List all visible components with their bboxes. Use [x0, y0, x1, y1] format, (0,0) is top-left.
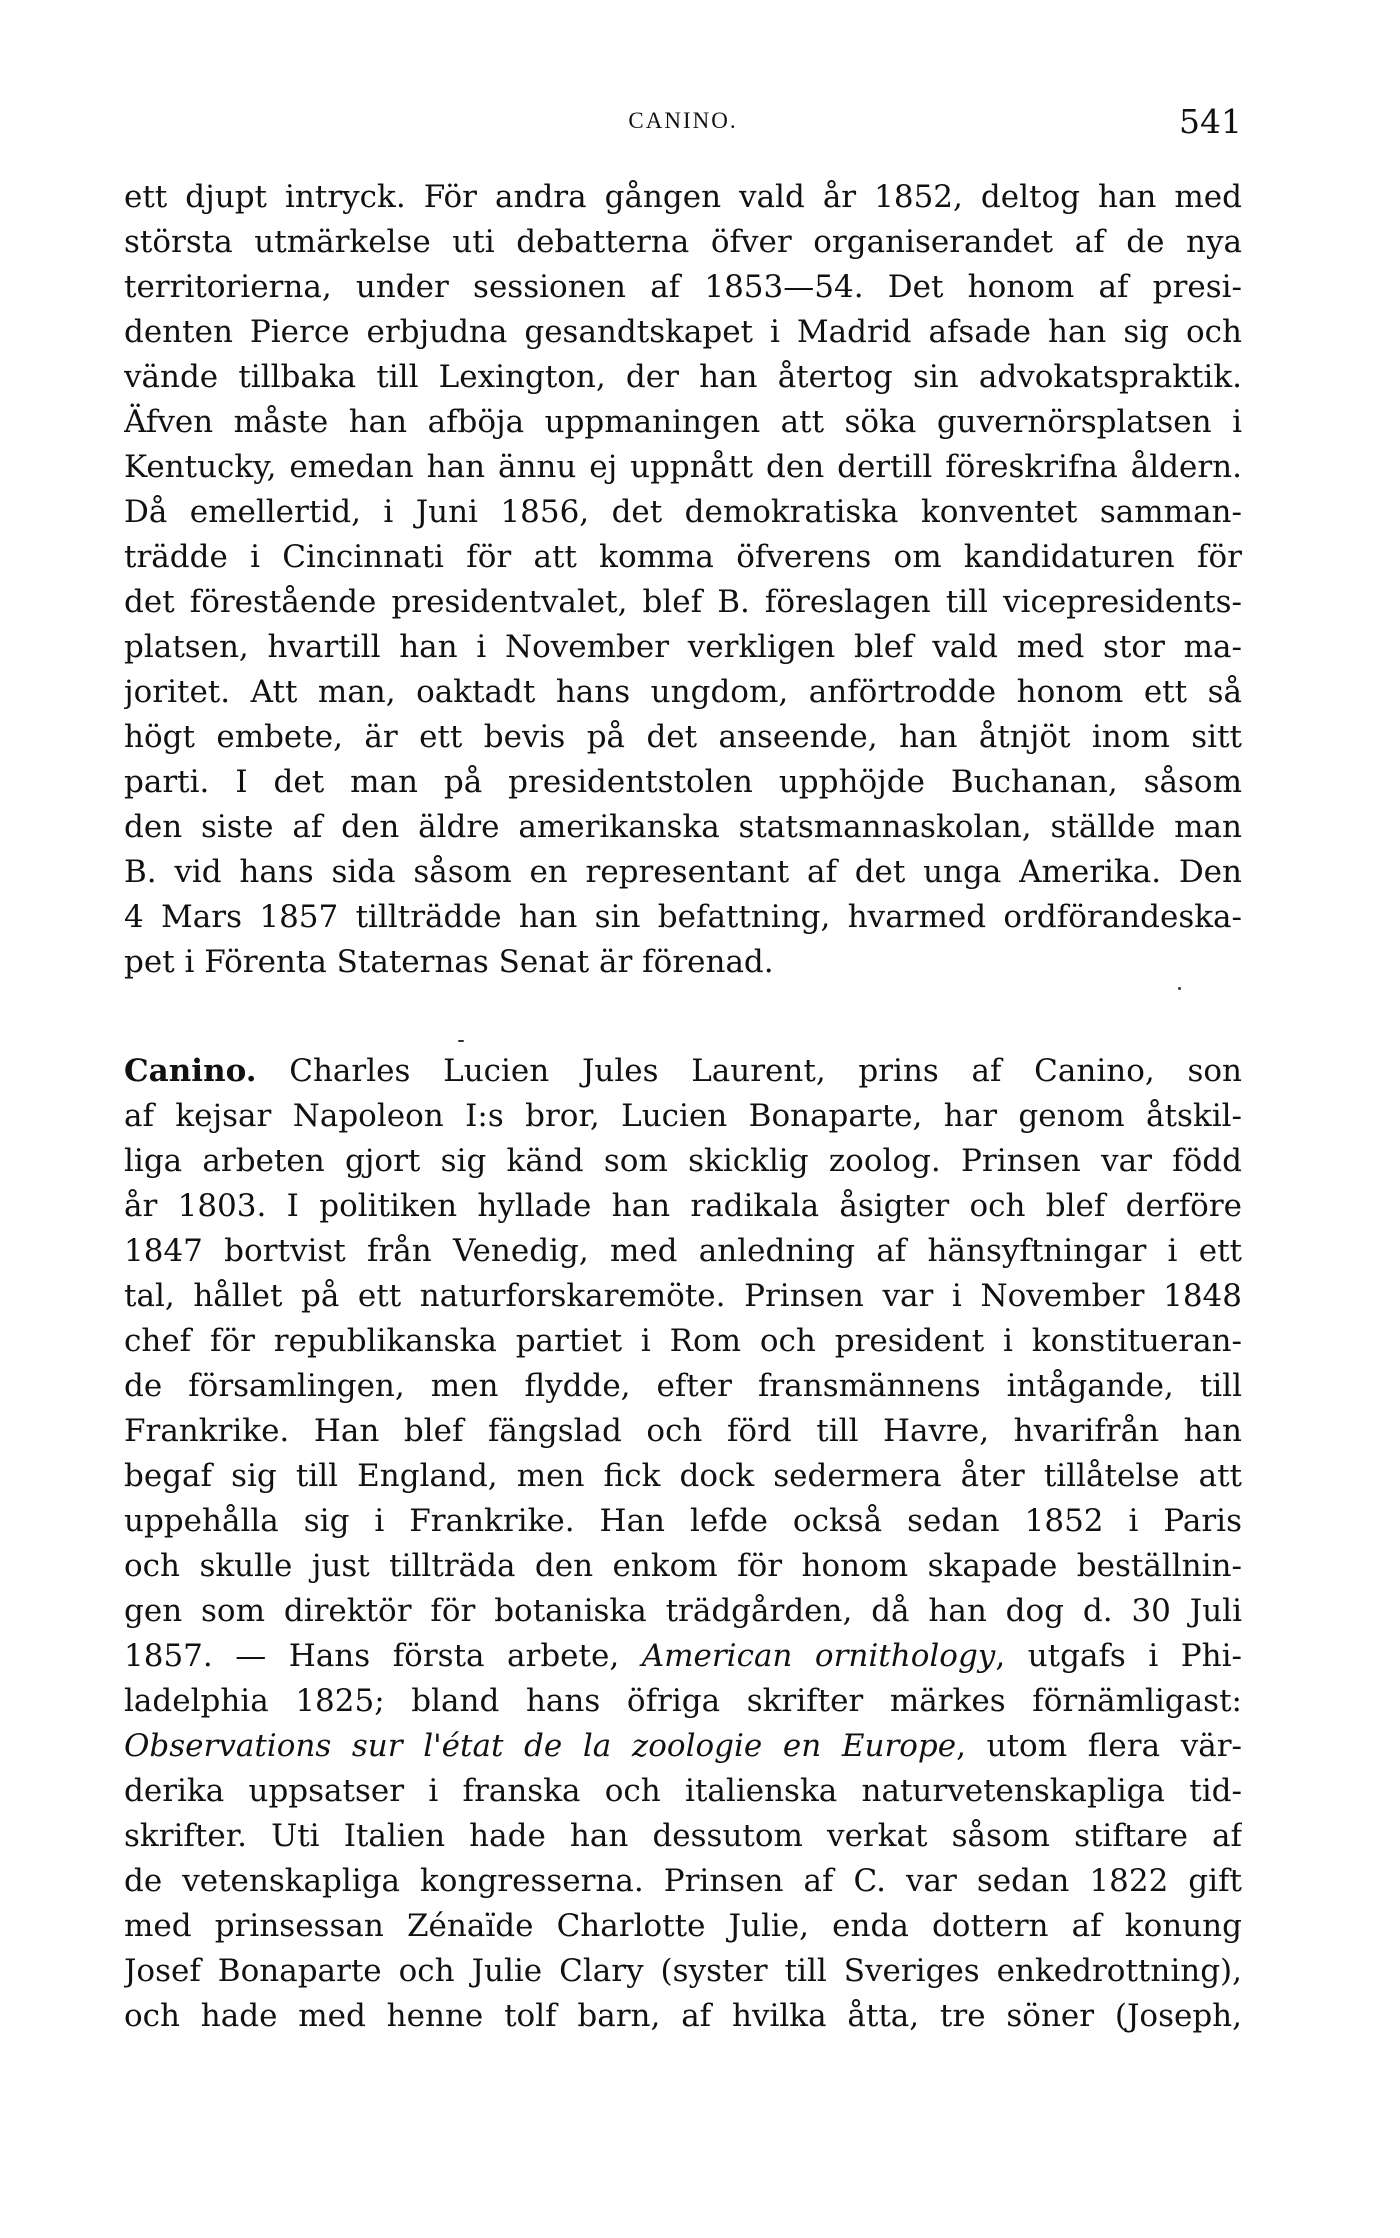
- paragraph-end-line: pet i Förenta Staternas Senat är förenad.: [124, 944, 774, 980]
- text-line: högt embete, är ett bevis på det anseende, han åtnjöt inom sitt: [124, 719, 1242, 755]
- text-line: chef för republikanska partiet i Rom och president i konstitueran-: [124, 1323, 1242, 1359]
- text-segment: , utgafs i Phi-: [995, 1638, 1242, 1674]
- text-line: största utmärkelse uti debatterna öfver organiserandet af de nya: [124, 224, 1242, 260]
- page-number: 541: [1179, 102, 1242, 141]
- text-line: ett djupt intryck. För andra gången vald år 1852, deltog han med: [124, 179, 1242, 215]
- text-line: Josef Bonaparte och Julie Clary (syster till Sveriges enkedrottning),: [124, 1953, 1242, 1989]
- book-title: American ornithology: [641, 1638, 996, 1674]
- text-segment: , utom flera vär-: [956, 1728, 1242, 1764]
- text-line: den siste af den äldre amerikanska statsmannaskolan, ställde man: [124, 809, 1242, 845]
- paragraph-gap: [124, 985, 1242, 1049]
- text-line: liga arbeten gjort sig känd som skicklig zoolog. Prinsen var född: [124, 1143, 1242, 1179]
- entry-headword: Canino.: [124, 1053, 257, 1089]
- text-line: vände tillbaka till Lexington, der han återtog sin advokatspraktik.: [124, 359, 1242, 395]
- text-line: parti. I det man på presidentstolen upphöjde Buchanan, såsom: [124, 764, 1242, 800]
- running-head: [124, 102, 1242, 148]
- book-title: Observations sur l'état de la zoologie en Europe: [124, 1728, 957, 1764]
- text-line: [124, 1724, 1242, 1769]
- text-line: år 1803. I politiken hyllade han radikala åsigter och blef derföre: [124, 1188, 1242, 1224]
- text-line: platsen, hvartill han i November verkligen blef vald med stor ma-: [124, 629, 1242, 665]
- article-body: [124, 175, 1242, 2039]
- text-line: joritet. Att man, oaktadt hans ungdom, anförtrodde honom ett så: [124, 674, 1242, 710]
- text-line: 4 Mars 1857 tillträdde han sin befattning, hvarmed ordförandeska-: [124, 899, 1242, 935]
- text-line: Äfven måste han afböja uppmaningen att söka guvernörsplatsen i: [124, 404, 1242, 440]
- text-line: och skulle just tillträda den enkom för honom skapade beställnin-: [124, 1548, 1242, 1584]
- text-line: B. vid hans sida såsom en representant af det unga Amerika. Den: [124, 854, 1242, 890]
- text-line: Frankrike. Han blef fängslad och förd till Havre, hvarifrån han: [124, 1413, 1242, 1449]
- entry-first-line-text: Charles Lucien Jules Laurent, prins af Canino, son: [289, 1053, 1242, 1089]
- text-line: de församlingen, men flydde, efter fransmännens intågande, till: [124, 1368, 1242, 1404]
- text-segment: 1857. — Hans första arbete,: [124, 1638, 642, 1674]
- text-line: och hade med henne tolf barn, af hvilka åtta, tre söner (Joseph,: [124, 1998, 1242, 2034]
- text-line: trädde i Cincinnati för att komma öfverens om kandidaturen för: [124, 539, 1242, 575]
- text-line: gen som direktör för botaniska trädgården, då han dog d. 30 Juli: [124, 1593, 1242, 1629]
- text-line: uppehålla sig i Frankrike. Han lefde också sedan 1852 i Paris: [124, 1503, 1242, 1539]
- text-line: begaf sig till England, men fick dock sedermera åter tillåtelse att: [124, 1458, 1242, 1494]
- text-line: territorierna, under sessionen af 1853—54. Det honom af presi-: [124, 269, 1242, 305]
- text-line: [124, 1634, 1242, 1679]
- text-line: de vetenskapliga kongresserna. Prinsen af C. var sedan 1822 gift: [124, 1863, 1242, 1899]
- text-line: Kentucky, emedan han ännu ej uppnått den dertill föreskrifna åldern.: [124, 449, 1242, 485]
- text-line: med prinsessan Zénaïde Charlotte Julie, enda dottern af konung: [124, 1908, 1242, 1944]
- entry-first-line: [124, 1049, 1242, 1094]
- text-line: af kejsar Napoleon I:s bror, Lucien Bonaparte, har genom åtskil-: [124, 1098, 1242, 1134]
- text-line: skrifter. Uti Italien hade han dessutom verkat såsom stiftare af: [124, 1818, 1242, 1854]
- text-line: det förestående presidentvalet, blef B. föreslagen till vicepresidents-: [124, 584, 1242, 620]
- running-title: CANINO.: [628, 108, 738, 133]
- text-line: ladelphia 1825; bland hans öfriga skrifter märkes förnämligast:: [124, 1683, 1242, 1719]
- text-line: denten Pierce erbjudna gesandtskapet i Madrid afsade han sig och: [124, 314, 1242, 350]
- text-line: Då emellertid, i Juni 1856, det demokratiska konventet samman-: [124, 494, 1242, 530]
- text-line: 1847 bortvist från Venedig, med anledning af hänsyftningar i ett: [124, 1233, 1242, 1269]
- print-speck: [458, 1040, 464, 1042]
- print-speck: [1178, 987, 1181, 990]
- text-line: tal, hållet på ett naturforskaremöte. Prinsen var i November 1848: [124, 1278, 1242, 1314]
- text-line: derika uppsatser i franska och italienska naturvetenskapliga tid-: [124, 1773, 1242, 1809]
